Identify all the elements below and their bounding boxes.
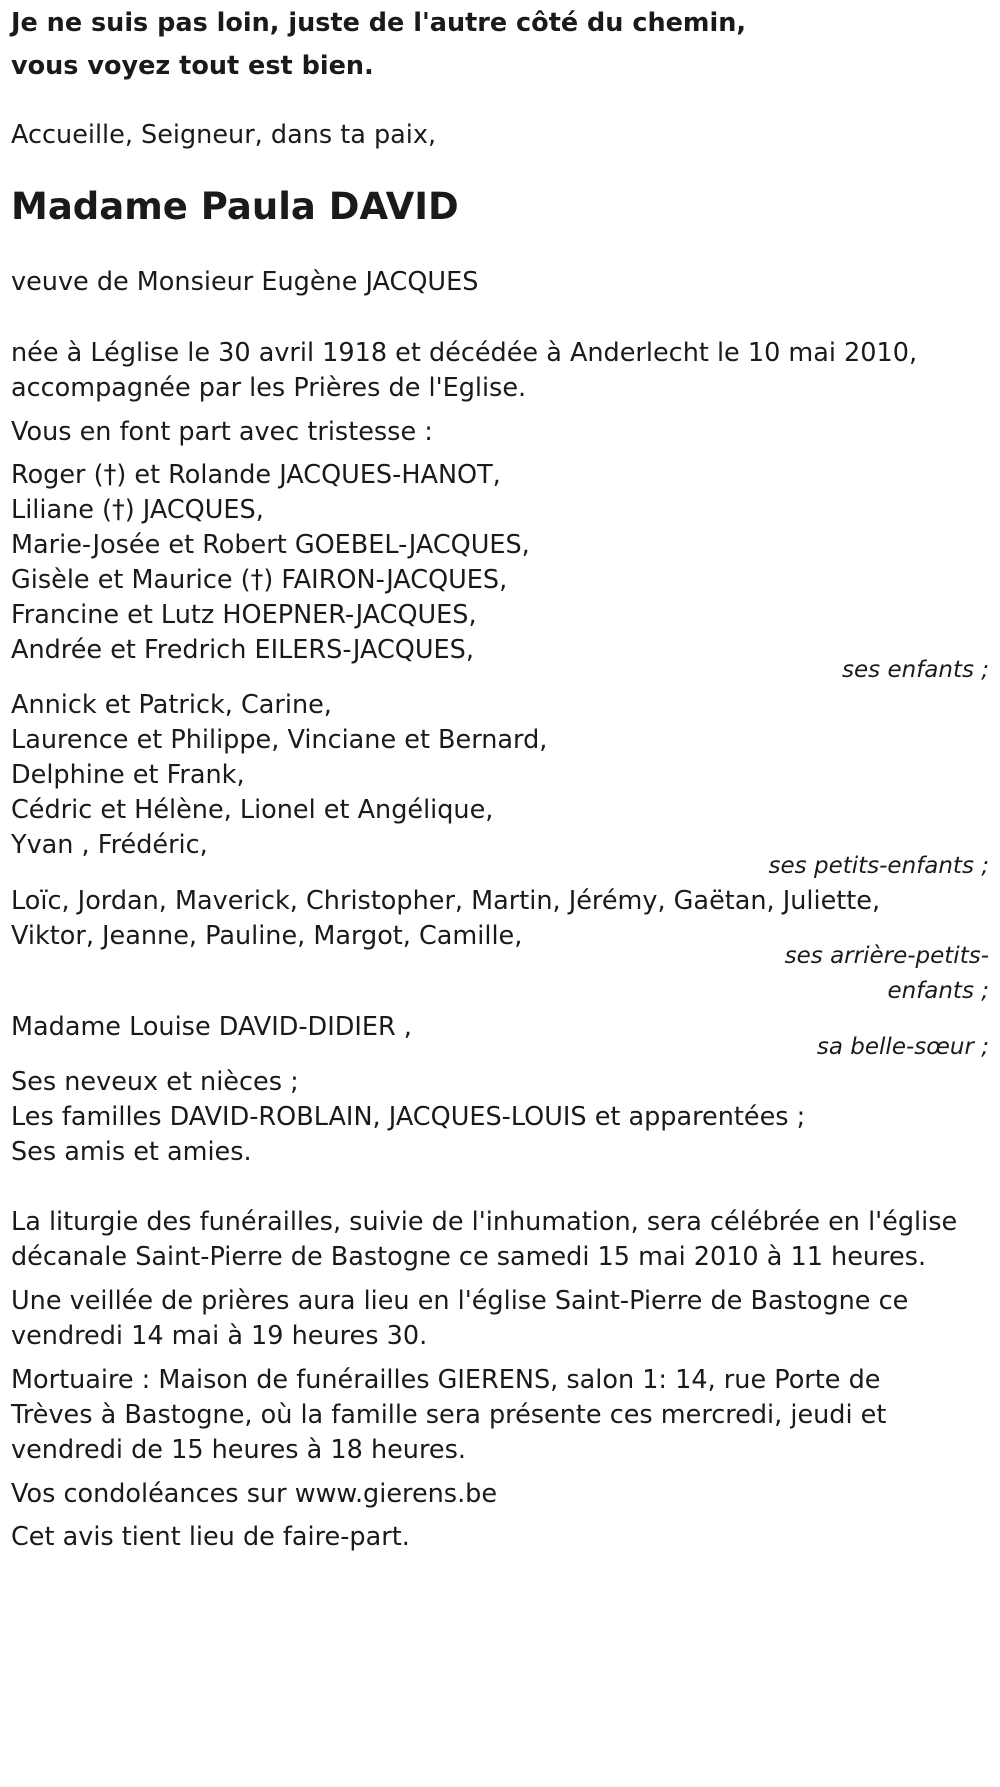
announcement-line: Vous en font part avec tristesse : [11, 417, 433, 447]
spouse-line: veuve de Monsieur Eugène JACQUES [11, 267, 479, 297]
grandchildren-line: Annick et Patrick, Carine, [11, 690, 332, 720]
children-label: ses enfants ; [842, 657, 989, 683]
children-line: Gisèle et Maurice (†) FAIRON-JACQUES, [11, 565, 508, 595]
notice-line: Cet avis tient lieu de faire-part. [11, 1522, 410, 1552]
grandchildren-label: ses petits-enfants ; [768, 853, 989, 879]
birth-death-line: accompagnée par les Prières de l'Eglise. [11, 373, 527, 403]
children-line: Francine et Lutz HOEPNER-JACQUES, [11, 600, 477, 630]
epigraph-line: vous voyez tout est bien. [11, 51, 374, 81]
mortuary-line: Trèves à Bastogne, où la famille sera présente ces mercredi, jeudi et [11, 1400, 887, 1430]
children-line: Andrée et Fredrich EILERS-JACQUES, [11, 635, 474, 665]
children-line: Roger (†) et Rolande JACQUES-HANOT, [11, 460, 501, 490]
great-grandchildren-label: ses arrière-petits- [784, 943, 989, 969]
sister-in-law-label: sa belle-sœur ; [816, 1034, 989, 1060]
birth-death-line: née à Léglise le 30 avril 1918 et décédée à Anderlecht le 10 mai 2010, [11, 338, 918, 368]
great-grandchildren-line: Viktor, Jeanne, Pauline, Margot, Camille, [11, 921, 523, 951]
great-grandchildren-label: enfants ; [887, 978, 989, 1004]
epigraph-line: Je ne suis pas loin, juste de l'autre côté du chemin, [11, 8, 747, 38]
funeral-line: La liturgie des funérailles, suivie de l'inhumation, sera célébrée en l'église [11, 1207, 958, 1237]
grandchildren-line: Yvan , Frédéric, [11, 830, 208, 860]
others-line: Ses amis et amies. [11, 1137, 252, 1167]
condolences-line: Vos condoléances sur www.gierens.be [11, 1479, 498, 1509]
grandchildren-line: Cédric et Hélène, Lionel et Angélique, [11, 795, 494, 825]
mortuary-line: Mortuaire : Maison de funérailles GIERENS, salon 1: 14, rue Porte de [11, 1365, 881, 1395]
great-grandchildren-line: Loïc, Jordan, Maverick, Christopher, Martin, Jérémy, Gaëtan, Juliette, [11, 886, 881, 916]
grandchildren-line: Delphine et Frank, [11, 760, 245, 790]
children-line: Liliane (†) JACQUES, [11, 495, 264, 525]
grandchildren-line: Laurence et Philippe, Vinciane et Bernard, [11, 725, 548, 755]
children-line: Marie-Josée et Robert GOEBEL-JACQUES, [11, 530, 530, 560]
mortuary-line: vendredi de 15 heures à 18 heures. [11, 1435, 466, 1465]
vigil-line: vendredi 14 mai à 19 heures 30. [11, 1321, 428, 1351]
vigil-line: Une veillée de prières aura lieu en l'église Saint-Pierre de Bastogne ce [11, 1286, 909, 1316]
others-line: Ses neveux et nièces ; [11, 1067, 299, 1097]
funeral-line: décanale Saint-Pierre de Bastogne ce samedi 15 mai 2010 à 11 heures. [11, 1242, 927, 1272]
prayer-line: Accueille, Seigneur, dans ta paix, [11, 120, 437, 150]
others-line: Les familles DAVID-ROBLAIN, JACQUES-LOUIS et apparentées ; [11, 1102, 806, 1132]
sister-in-law-line: Madame Louise DAVID-DIDIER , [11, 1012, 412, 1042]
deceased-name: Madame Paula DAVID [11, 185, 459, 228]
